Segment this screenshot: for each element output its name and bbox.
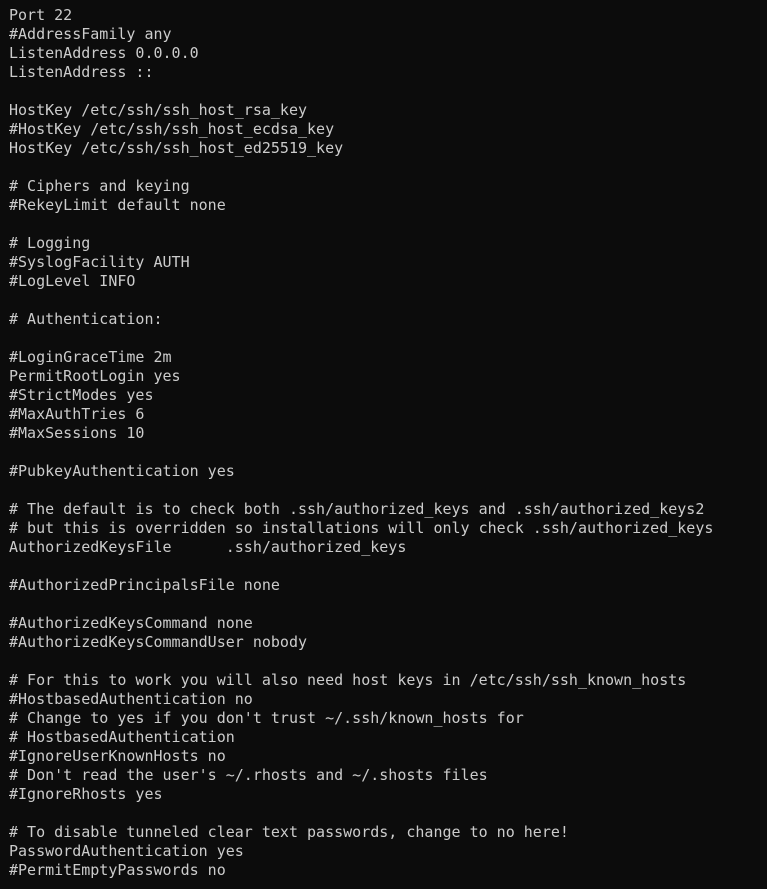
config-line: #HostbasedAuthentication no xyxy=(9,690,253,708)
config-line: # Change to yes if you don't trust ~/.ssh/known_hosts for xyxy=(9,709,524,727)
config-line xyxy=(9,557,767,576)
config-line: HostKey /etc/ssh/ssh_host_ed25519_key xyxy=(9,139,344,157)
config-line: AuthorizedKeysFile .ssh/authorized_keys xyxy=(9,538,407,556)
config-line: #RekeyLimit default none xyxy=(9,196,226,214)
config-line: #AuthorizedKeysCommandUser nobody xyxy=(9,633,308,651)
config-line: # Don't read the user's ~/.rhosts and ~/.shosts files xyxy=(9,766,488,784)
config-line: Port 22 xyxy=(9,6,73,24)
config-line: # To disable tunneled clear text passwords, change to no here! xyxy=(9,823,569,841)
config-line: ListenAddress :: xyxy=(9,63,154,81)
config-line: # The default is to check both .ssh/authorized_keys and .ssh/authorized_keys2 xyxy=(9,500,705,518)
config-line xyxy=(9,652,767,671)
config-line: #AuthorizedKeysCommand none xyxy=(9,614,253,632)
config-line: #PubkeyAuthentication yes xyxy=(9,462,235,480)
config-line: #MaxAuthTries 6 xyxy=(9,405,145,423)
config-line xyxy=(9,595,767,614)
config-line: # Ciphers and keying xyxy=(9,177,190,195)
config-line: #LogLevel INFO xyxy=(9,272,136,290)
config-line: #AddressFamily any xyxy=(9,25,172,43)
config-line: PasswordAuthentication yes xyxy=(9,842,244,860)
config-line xyxy=(9,804,767,823)
config-line: #HostKey /etc/ssh/ssh_host_ecdsa_key xyxy=(9,120,335,138)
config-line xyxy=(9,291,767,310)
config-line: #AuthorizedPrincipalsFile none xyxy=(9,576,280,594)
config-line: HostKey /etc/ssh/ssh_host_rsa_key xyxy=(9,101,308,119)
config-line: # but this is overridden so installations will only check .ssh/authorized_keys xyxy=(9,519,714,537)
config-line: #StrictModes yes xyxy=(9,386,154,404)
config-line xyxy=(9,215,767,234)
config-line xyxy=(9,329,767,348)
config-line: # For this to work you will also need host keys in /etc/ssh/ssh_known_hosts xyxy=(9,671,687,689)
config-line: #IgnoreUserKnownHosts no xyxy=(9,747,226,765)
config-line: #PermitEmptyPasswords no xyxy=(9,861,226,879)
config-line xyxy=(9,481,767,500)
config-line: #LoginGraceTime 2m xyxy=(9,348,172,366)
config-line xyxy=(9,158,767,177)
config-line: # HostbasedAuthentication xyxy=(9,728,235,746)
config-line: # Authentication: xyxy=(9,310,163,328)
config-line: PermitRootLogin yes xyxy=(9,367,181,385)
config-line xyxy=(9,443,767,462)
config-line: #IgnoreRhosts yes xyxy=(9,785,163,803)
config-line: ListenAddress 0.0.0.0 xyxy=(9,44,199,62)
config-line: #SyslogFacility AUTH xyxy=(9,253,190,271)
config-line: # Logging xyxy=(9,234,91,252)
config-line xyxy=(9,82,767,101)
config-line: #MaxSessions 10 xyxy=(9,424,145,442)
